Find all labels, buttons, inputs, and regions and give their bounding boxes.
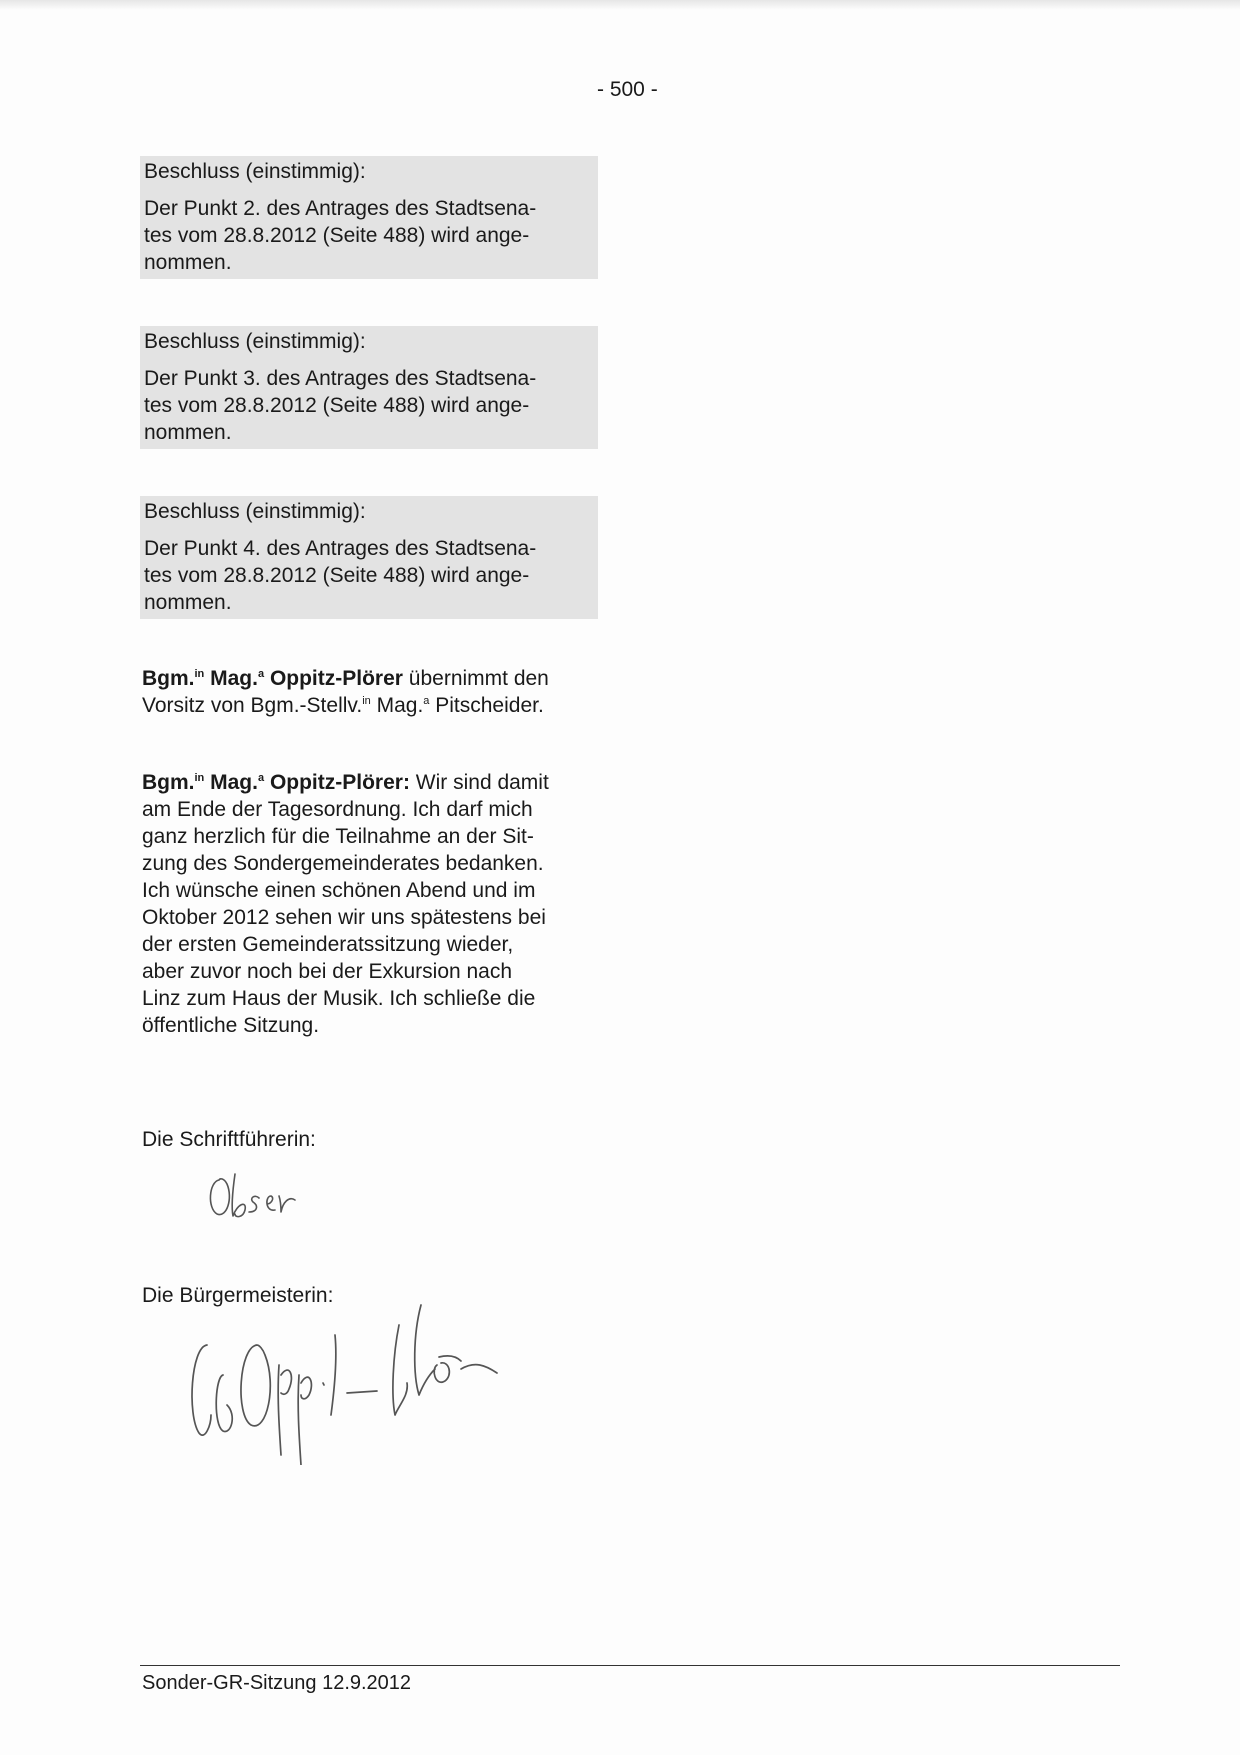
resolution-line: Der Punkt 2. des Antrages des Stadtsena-	[144, 197, 537, 220]
title-suffix: in	[362, 695, 371, 707]
footer-divider	[140, 1665, 1120, 1666]
scan-edge-shadow	[0, 0, 1240, 10]
secretary-signature	[205, 1168, 305, 1226]
resolution-block	[140, 496, 598, 619]
chair-change-paragraph	[142, 665, 602, 719]
closing-line: Ich wünsche einen schönen Abend und im	[142, 879, 536, 902]
title-mag: Mag.	[210, 667, 258, 690]
closing-line: aber zuvor noch bei der Exkursion nach	[142, 960, 513, 983]
closing-line: am Ende der Tagesordnung. Ich darf mich	[142, 798, 533, 821]
title-suffix: a	[257, 772, 265, 784]
closing-line: öffentliche Sitzung.	[142, 1014, 320, 1037]
closing-line	[142, 769, 602, 796]
resolution-line: tes vom 28.8.2012 (Seite 488) wird ange-	[144, 394, 530, 417]
secretary-label: Die Schriftführerin:	[142, 1128, 316, 1151]
title-bgm: Bgm.	[142, 771, 195, 794]
chair-change-line-1	[142, 665, 602, 692]
resolution-line: nommen.	[144, 251, 232, 274]
closing-text: Wir sind damit	[415, 771, 549, 794]
title-mag: Mag.	[376, 694, 424, 717]
closing-line: Linz zum Haus der Musik. Ich schließe die	[142, 987, 536, 1010]
closing-line: der ersten Gemeinderatssitzung wieder,	[142, 933, 514, 956]
resolution-block	[140, 156, 598, 279]
title-suffix: a	[423, 695, 430, 707]
closing-line: ganz herzlich für die Teilnahme an der Sit-	[142, 825, 534, 848]
speaker-name: Oppitz-Plörer	[269, 667, 403, 690]
resolution-heading: Beschluss (einstimmig):	[144, 330, 366, 353]
title-bgm: Bgm.	[142, 667, 195, 690]
resolution-line: Der Punkt 3. des Antrages des Stadtsena-	[144, 367, 537, 390]
chair-change-line-2	[142, 692, 602, 719]
closing-speech-paragraph	[142, 769, 602, 1039]
chair-change-text: übernimmt den	[408, 667, 549, 690]
resolution-line: tes vom 28.8.2012 (Seite 488) wird ange-	[144, 224, 530, 247]
resolution-line: tes vom 28.8.2012 (Seite 488) wird ange-	[144, 564, 530, 587]
closing-line: Oktober 2012 sehen wir uns spätestens bei	[142, 906, 546, 929]
resolution-line: nommen.	[144, 421, 232, 444]
speaker-name: Oppitz-Plörer:	[269, 771, 410, 794]
resolution-heading: Beschluss (einstimmig):	[144, 160, 366, 183]
title-suffix: in	[194, 668, 205, 680]
title-suffix: in	[194, 772, 205, 784]
chair-change-text: Vorsitz von Bgm.-Stellv.	[142, 694, 363, 717]
resolution-line: nommen.	[144, 591, 232, 614]
closing-line: zung des Sondergemeinderates bedanken.	[142, 852, 544, 875]
footer-text: Sonder-GR-Sitzung 12.9.2012	[142, 1672, 412, 1694]
resolution-line: Der Punkt 4. des Antrages des Stadtsena-	[144, 537, 537, 560]
mayor-label: Die Bürgermeisterin:	[142, 1284, 334, 1307]
page-number: - 500 -	[597, 78, 658, 101]
mayor-signature	[185, 1265, 555, 1465]
title-suffix: a	[257, 668, 265, 680]
resolution-heading: Beschluss (einstimmig):	[144, 500, 366, 523]
resolution-block	[140, 326, 598, 449]
deputy-name: Pitscheider.	[435, 694, 544, 717]
title-mag: Mag.	[210, 771, 258, 794]
